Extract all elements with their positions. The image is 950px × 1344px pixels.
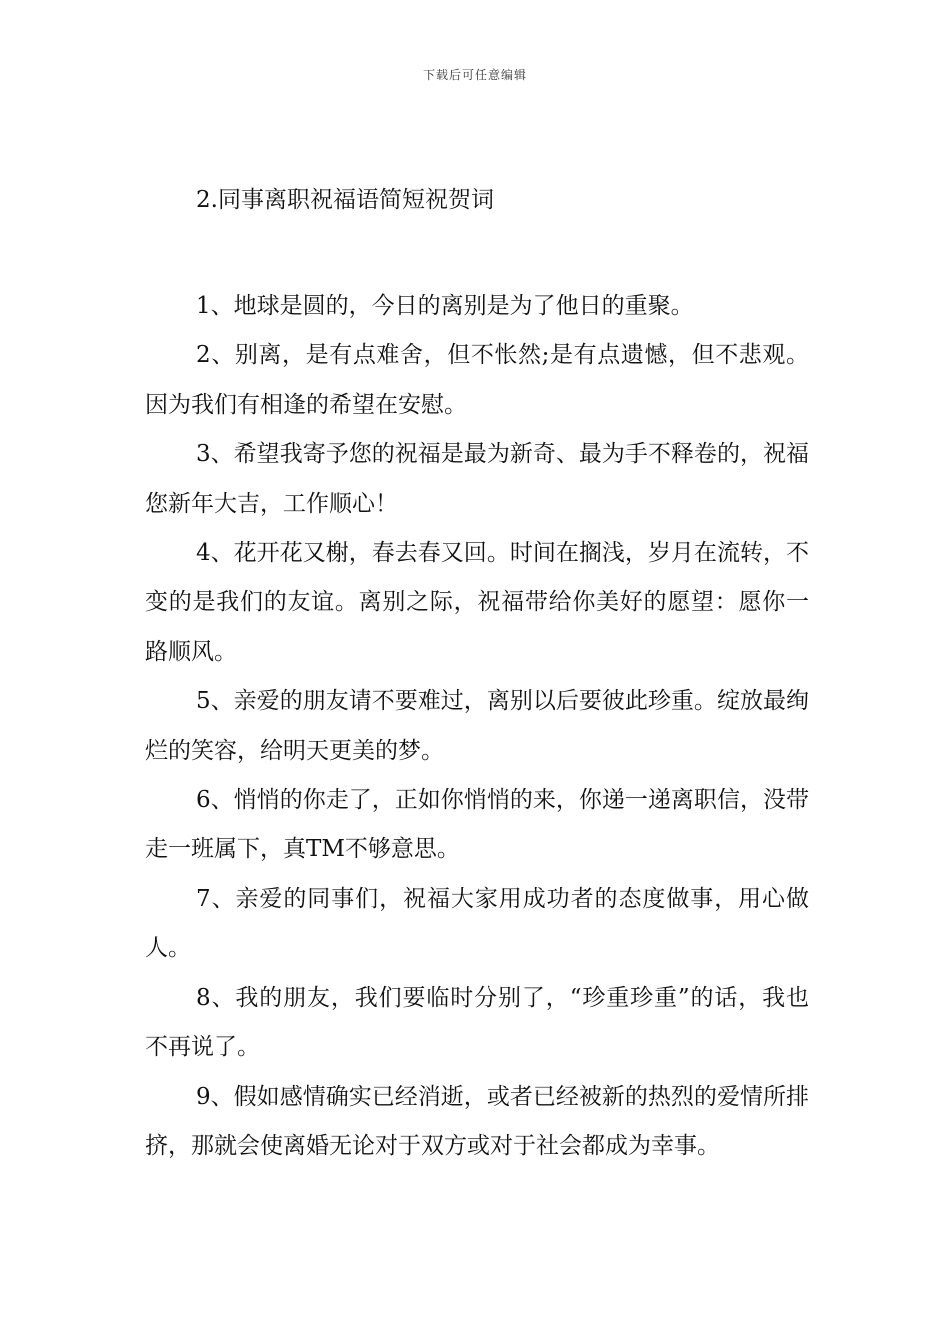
paragraph-3: 3、希望我寄予您的祝福是最为新奇、最为手不释卷的，祝福您新年大吉，工作顺心！ — [145, 441, 809, 517]
paragraph-9: 9、假如感情确实已经消逝，或者已经被新的热烈的爱情所排挤，那就会使离婚无论对于双方或对于社会都成为幸事。 — [145, 1083, 809, 1159]
paragraph-8: 8、我的朋友，我们要临时分别了，“珍重珍重”的话，我也不再说了。 — [145, 984, 809, 1061]
paragraph-5: 5、亲爱的朋友请不要难过，离别以后要彼此珍重。绽放最绚烂的笑容，给明天更美的梦。 — [145, 688, 809, 764]
paragraph-6: 6、悄悄的你走了，正如你悄悄的来，你递一递离职信，没带走一班属下，真TM不够意思。 — [145, 787, 809, 863]
paragraph-1: 1、地球是圆的，今日的离别是为了他日的重聚。 — [196, 293, 694, 319]
header-note: 下载后可任意编辑 — [422, 68, 527, 82]
paragraph-4: 4、花开花又榭，春去春又回。时间在搁浅，岁月在流转，不变的是我们的友谊。离别之际，祝福带给你美好的愿望：愿你一路顺风。 — [145, 540, 809, 665]
paragraph-7: 7、亲爱的同事们，祝福大家用成功者的态度做事，用心做人。 — [145, 885, 809, 962]
document-title: 2.同事离职祝福语简短祝贺词 — [196, 187, 494, 213]
paragraph-2: 2、别离，是有点难舍，但不怅然;是有点遗憾，但不悲观。因为我们有相逢的希望在安慰。 — [145, 342, 809, 418]
document-body — [145, 282, 809, 1171]
